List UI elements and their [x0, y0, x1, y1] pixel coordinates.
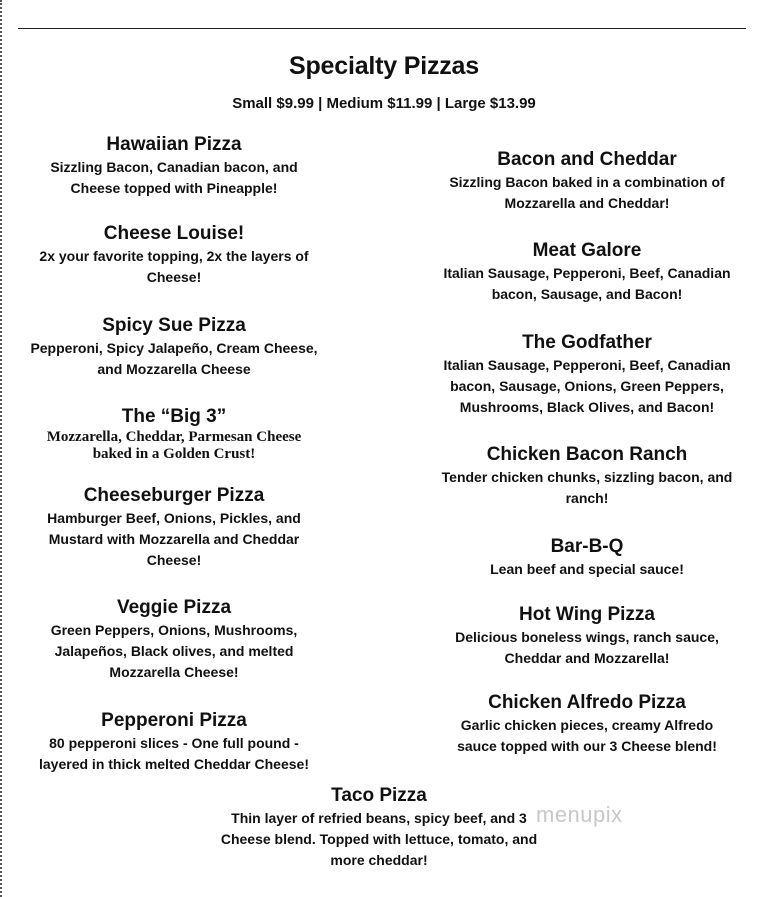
- menu-item-cheeseburger: [14, 484, 334, 571]
- menu-item-hot-wing: [426, 603, 748, 669]
- item-desc-line: bacon, Sausage, Onions, Green Peppers,: [450, 378, 724, 394]
- item-desc-line: Mushrooms, Black Olives, and Bacon!: [459, 399, 715, 415]
- item-desc-line: Sizzling Bacon baked in a combination of: [449, 174, 725, 190]
- item-name: Meat Galore: [532, 240, 642, 261]
- item-name: Hot Wing Pizza: [519, 604, 655, 625]
- watermark: menupix: [536, 802, 623, 827]
- item-desc-line: Cheese blend. Topped with lettuce, tomato, and: [220, 831, 538, 847]
- item-name: Veggie Pizza: [116, 597, 232, 618]
- top-divider: [18, 28, 746, 29]
- menu-item-pepperoni: [14, 709, 334, 775]
- menu-item-taco: [199, 784, 559, 871]
- menu-item-spicy-sue: [14, 314, 334, 380]
- item-name: Bar-B-Q: [550, 536, 624, 557]
- item-desc-line: Tender chicken chunks, sizzling bacon, and: [441, 469, 733, 485]
- item-name: Chicken Bacon Ranch: [486, 444, 688, 465]
- item-desc-line: Cheese!: [146, 552, 202, 568]
- item-name: Cheeseburger Pizza: [83, 485, 265, 506]
- item-desc-line: Cheese topped with Pineapple!: [70, 180, 278, 196]
- item-name: Hawaiian Pizza: [106, 134, 242, 155]
- item-name: The Godfather: [522, 332, 652, 353]
- item-name: Taco Pizza: [331, 785, 427, 806]
- item-name: Pepperoni Pizza: [101, 710, 247, 731]
- menu-item-cheese-louise: [14, 222, 334, 288]
- item-desc-line: Mustard with Mozzarella and Cheddar: [48, 531, 300, 547]
- item-desc-line: Sizzling Bacon, Canadian bacon, and: [50, 159, 298, 175]
- item-desc-line: Hamburger Beef, Onions, Pickles, and: [47, 510, 301, 526]
- item-desc-line: 80 pepperoni slices - One full pound -: [49, 735, 299, 751]
- item-desc-line: Mozzarella and Cheddar!: [504, 195, 670, 211]
- item-desc-line: Green Peppers, Onions, Mushrooms,: [50, 622, 298, 638]
- item-desc-line: Lean beef and special sauce!: [490, 561, 684, 577]
- item-desc-line: bacon, Sausage, and Bacon!: [491, 286, 683, 302]
- menu-item-godfather: [426, 331, 748, 418]
- item-desc-line: and Mozzarella Cheese: [97, 361, 251, 377]
- item-desc-line: Cheese!: [146, 269, 202, 285]
- item-name: Bacon and Cheddar: [497, 149, 677, 170]
- price-line: Small $9.99 | Medium $11.99 | Large $13.99: [232, 95, 536, 112]
- menu-item-bacon-cheddar: [426, 148, 748, 214]
- item-desc-line: Italian Sausage, Pepperoni, Beef, Canadian: [443, 265, 731, 281]
- item-name: Cheese Louise!: [103, 223, 245, 244]
- item-desc-line: Mozzarella Cheese!: [109, 664, 239, 680]
- menu-item-meat-galore: [426, 239, 748, 305]
- item-desc-line: Italian Sausage, Pepperoni, Beef, Canadian: [443, 357, 731, 373]
- page-title: Specialty Pizzas: [289, 52, 479, 80]
- item-desc-line: Mozzarella, Cheddar, Parmesan Cheese: [46, 429, 302, 445]
- item-desc-line: Garlic chicken pieces, creamy Alfredo: [460, 717, 714, 733]
- menu-item-chicken-bacon-ranch: [426, 443, 748, 509]
- menu-item-hawaiian: [14, 133, 334, 199]
- menu-item-chicken-alfredo: [426, 691, 748, 757]
- item-name: Spicy Sue Pizza: [102, 315, 246, 336]
- menu-item-bar-b-q: [426, 535, 748, 580]
- item-desc-line: more cheddar!: [330, 852, 428, 868]
- menu-item-big-3: [14, 405, 334, 463]
- page-left-border: [0, 0, 2, 897]
- item-desc-line: ranch!: [565, 490, 609, 506]
- item-desc-line: layered in thick melted Cheddar Cheese!: [39, 756, 309, 772]
- item-desc-line: baked in a Golden Crust!: [92, 446, 256, 462]
- item-desc-line: 2x your favorite topping, 2x the layers of: [39, 248, 309, 264]
- item-desc-line: Cheddar and Mozzarella!: [504, 650, 670, 666]
- item-name: Chicken Alfredo Pizza: [488, 692, 686, 713]
- item-desc-line: sauce topped with our 3 Cheese blend!: [457, 738, 717, 754]
- item-desc-line: Thin layer of refried beans, spicy beef, and 3: [231, 810, 527, 826]
- item-desc-line: Pepperoni, Spicy Jalapeño, Cream Cheese,: [30, 340, 318, 356]
- item-name: The “Big 3”: [121, 406, 227, 427]
- menu-item-veggie: [14, 596, 334, 683]
- item-desc-line: Jalapeños, Black olives, and melted: [54, 643, 294, 659]
- item-desc-line: Delicious boneless wings, ranch sauce,: [455, 629, 719, 645]
